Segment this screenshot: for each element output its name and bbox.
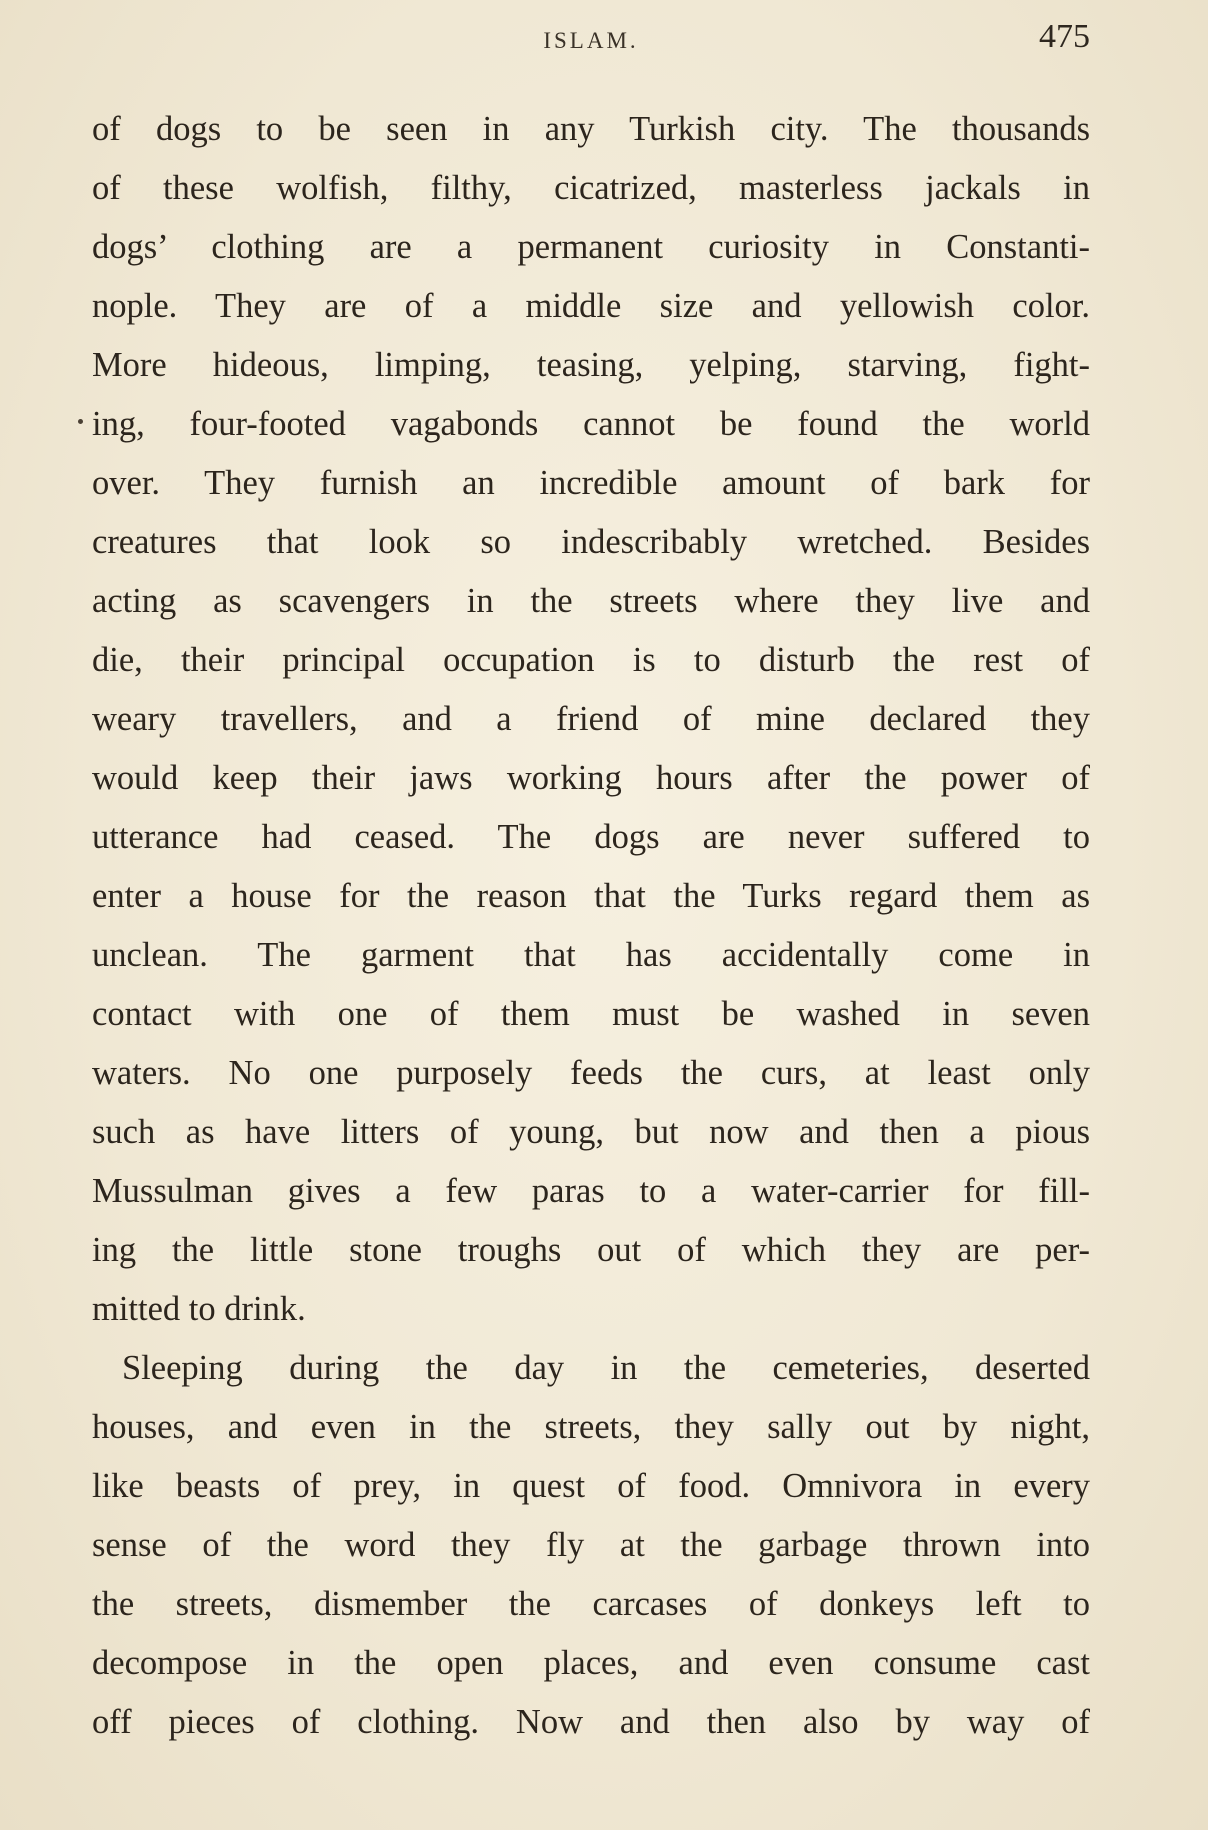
- text-line: over. They furnish an incredible amount of bark for: [92, 464, 1090, 502]
- text-line: waters. No one purposely feeds the curs, at least only: [92, 1054, 1090, 1092]
- text-line: houses, and even in the streets, they sally out by night,: [92, 1408, 1090, 1446]
- margin-mark: [78, 419, 83, 424]
- text-line: like beasts of prey, in quest of food. Omnivora in every: [92, 1467, 1090, 1505]
- text-line: Mussulman gives a few paras to a water-carrier for fill-: [92, 1172, 1090, 1210]
- paragraph-start-line: Sleeping during the day in the cemeteries, deserted: [122, 1349, 1090, 1387]
- text-line: would keep their jaws working hours after the power of: [92, 759, 1090, 797]
- text-line: sense of the word they fly at the garbage thrown into: [92, 1526, 1090, 1564]
- text-line: the streets, dismember the carcases of donkeys left to: [92, 1585, 1090, 1623]
- paragraph-end-line: mitted to drink.: [92, 1290, 306, 1328]
- text-line: acting as scavengers in the streets where they live and: [92, 582, 1090, 620]
- text-line: nople. They are of a middle size and yellowish color.: [92, 287, 1090, 325]
- text-line: utterance had ceased. The dogs are never suffered to: [92, 818, 1090, 856]
- running-head: [92, 18, 1090, 68]
- text-line: dogs’ clothing are a permanent curiosity in Constanti-: [92, 228, 1090, 266]
- text-line: such as have litters of young, but now and then a pious: [92, 1113, 1090, 1151]
- text-line: ing the little stone troughs out of which they are per-: [92, 1231, 1090, 1269]
- text-line: More hideous, limping, teasing, yelping, starving, fight-: [92, 346, 1090, 384]
- running-title: ISLAM.: [543, 28, 639, 53]
- text-line: die, their principal occupation is to disturb the rest of: [92, 641, 1090, 679]
- text-line: creatures that look so indescribably wretched. Besides: [92, 523, 1090, 561]
- text-line: of these wolfish, filthy, cicatrized, masterless jackals in: [92, 169, 1090, 207]
- page-number: 475: [1039, 18, 1090, 55]
- text-line: enter a house for the reason that the Turks regard them as: [92, 877, 1090, 915]
- body-text: [92, 100, 1090, 1752]
- text-line: of dogs to be seen in any Turkish city. The thousands: [92, 110, 1090, 148]
- text-line: contact with one of them must be washed in seven: [92, 995, 1090, 1033]
- text-line: weary travellers, and a friend of mine declared they: [92, 700, 1090, 738]
- text-line: ing, four-footed vagabonds cannot be found the world: [92, 405, 1090, 443]
- text-line: unclean. The garment that has accidentally come in: [92, 936, 1090, 974]
- text-line: off pieces of clothing. Now and then also by way of: [92, 1703, 1090, 1741]
- text-line: decompose in the open places, and even consume cast: [92, 1644, 1090, 1682]
